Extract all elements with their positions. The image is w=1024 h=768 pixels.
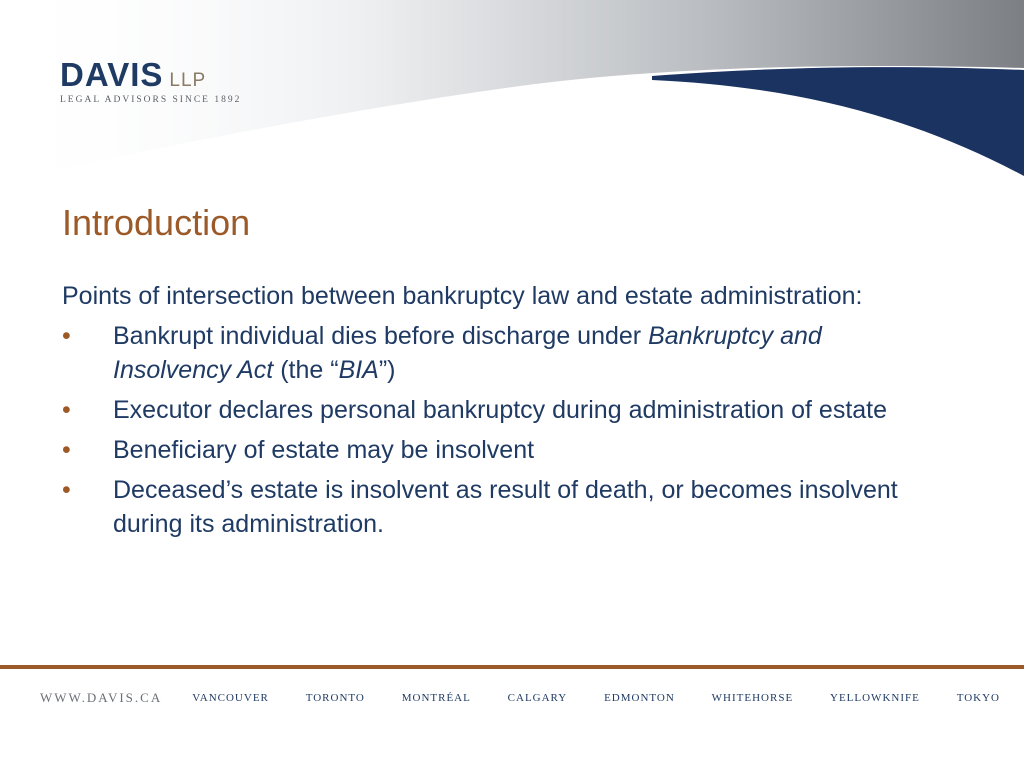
davis-logo [60,58,241,105]
logo-tagline: LEGAL ADVISORS SINCE 1892 [60,95,242,105]
bullet-text-part: ”) [378,356,396,384]
bullet-item [62,433,942,467]
logo-suffix: LLP [169,70,207,91]
logo-name: DAVIS [60,56,164,93]
footer-city-montreal: MONTRÉAL [401,692,471,704]
footer-city-edmonton: EDMONTON [604,692,675,704]
slide-title: Introduction [62,202,251,243]
footer-divider [0,665,1024,669]
footer-city-vancouver: VANCOUVER [192,692,269,704]
bullet-item [62,473,942,541]
intro-paragraph: Points of intersection between bankruptcy law and estate administration: [62,282,863,310]
bullet-icon: • [62,322,71,350]
footer-city-tokyo: TOKYO [956,692,1000,704]
bullet-text-part: Bankrupt individual dies before discharge under [113,322,649,350]
footer-city-toronto: TORONTO [305,692,365,704]
footer-city-whitehorse: WHITEHORSE [711,692,794,704]
footer-website: WWW.DAVIS.CA [40,690,163,705]
footer [40,690,1000,706]
footer-office-list [192,692,1000,704]
act-name: Bankruptcy and Insolvency Act [113,322,822,384]
slide-body [62,279,942,547]
bullet-list [62,319,942,541]
header-navy-swoosh [652,67,1024,176]
bullet-text: Beneficiary of estate may be insolvent [113,436,535,464]
bullet-icon: • [62,476,71,504]
bullet-text: Deceased’s estate is insolvent as result of death, or becomes insolvent during its administration. [113,476,898,538]
bullet-text-part: (the “ [273,356,339,384]
bullet-icon: • [62,396,71,424]
bullet-icon: • [62,436,71,464]
act-abbreviation: BIA [338,356,379,384]
bullet-item [62,319,942,387]
footer-city-yellowknife: YELLOWKNIFE [830,692,920,704]
bullet-text: Executor declares personal bankruptcy during administration of estate [113,396,888,424]
footer-city-calgary: CALGARY [507,692,568,704]
bullet-item [62,393,942,427]
